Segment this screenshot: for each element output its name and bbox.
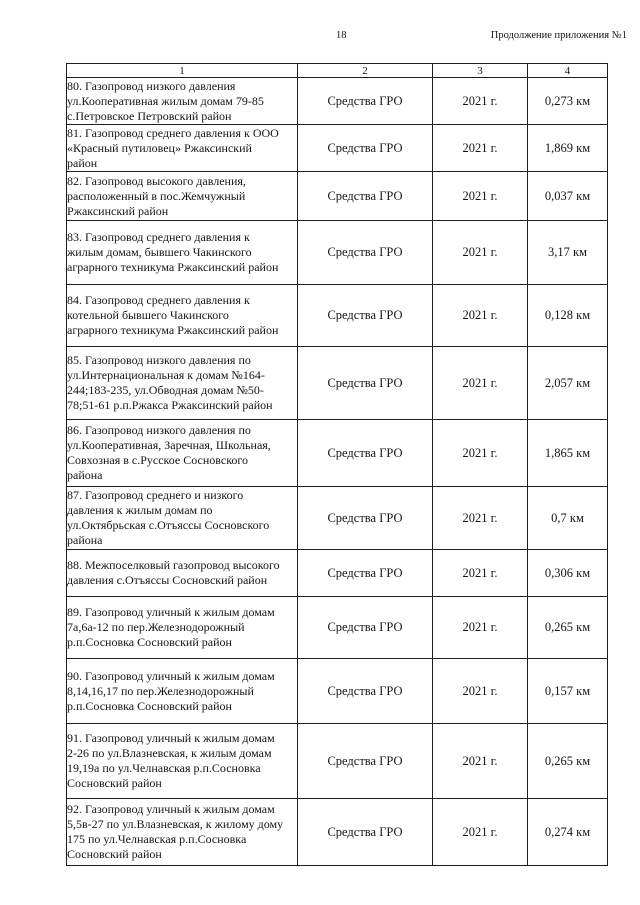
table-row bbox=[67, 597, 608, 659]
funding-source-cell: Средства ГРО bbox=[298, 799, 433, 866]
funding-source-cell: Средства ГРО bbox=[298, 285, 433, 347]
funding-source-cell: Средства ГРО bbox=[298, 487, 433, 550]
table-row bbox=[67, 724, 608, 799]
length-cell: 0,273 км bbox=[528, 78, 608, 125]
year-cell: 2021 г. bbox=[433, 125, 528, 172]
object-description-cell: 90. Газопровод уличный к жилым домам 8,14,16,17 по пер.Железнодорожный р.п.Сосновка Сосновский район bbox=[67, 659, 298, 724]
table-row bbox=[67, 125, 608, 172]
funding-source-cell: Средства ГРО bbox=[298, 221, 433, 285]
column-number-header: 3 bbox=[433, 64, 528, 78]
object-description-cell: 86. Газопровод низкого давления по ул.Кооперативная, Заречная, Школьная, Совхозная в с.Русское Сосновского района bbox=[67, 420, 298, 487]
page-number: 18 bbox=[336, 30, 347, 41]
table-row bbox=[67, 347, 608, 420]
column-number-header: 2 bbox=[298, 64, 433, 78]
funding-source-cell: Средства ГРО bbox=[298, 597, 433, 659]
object-description-cell: 83. Газопровод среднего давления к жилым домам, бывшего Чакинского аграрного техникума Ржаксинский район bbox=[67, 221, 298, 285]
year-cell: 2021 г. bbox=[433, 285, 528, 347]
year-cell: 2021 г. bbox=[433, 724, 528, 799]
length-cell: 2,057 км bbox=[528, 347, 608, 420]
table-row bbox=[67, 78, 608, 125]
table-row bbox=[67, 172, 608, 221]
length-cell: 0,7 км bbox=[528, 487, 608, 550]
object-description-cell: 87. Газопровод среднего и низкого давления к жилым домам по ул.Октябрьская с.Отъяссы Сосновского района bbox=[67, 487, 298, 550]
object-description-cell: 82. Газопровод высокого давления, расположенный в пос.Жемчужный Ржаксинский район bbox=[67, 172, 298, 221]
table-row bbox=[67, 659, 608, 724]
length-cell: 0,265 км bbox=[528, 724, 608, 799]
object-description-cell: 88. Межпоселковый газопровод высокого давления с.Отъяссы Сосновский район bbox=[67, 550, 298, 597]
year-cell: 2021 г. bbox=[433, 487, 528, 550]
length-cell: 0,265 км bbox=[528, 597, 608, 659]
length-cell: 1,869 км bbox=[528, 125, 608, 172]
year-cell: 2021 г. bbox=[433, 799, 528, 866]
length-cell: 0,128 км bbox=[528, 285, 608, 347]
year-cell: 2021 г. bbox=[433, 420, 528, 487]
funding-source-cell: Средства ГРО bbox=[298, 125, 433, 172]
table-row bbox=[67, 487, 608, 550]
table-row bbox=[67, 799, 608, 866]
object-description-cell: 91. Газопровод уличный к жилым домам 2-26 по ул.Влазневская, к жилым домам 19,19а по ул.Челнавская р.п.Сосновка Сосновский район bbox=[67, 724, 298, 799]
length-cell: 0,037 км bbox=[528, 172, 608, 221]
length-cell: 3,17 км bbox=[528, 221, 608, 285]
table-row bbox=[67, 550, 608, 597]
year-cell: 2021 г. bbox=[433, 78, 528, 125]
column-number-header: 4 bbox=[528, 64, 608, 78]
year-cell: 2021 г. bbox=[433, 347, 528, 420]
table-row bbox=[67, 221, 608, 285]
year-cell: 2021 г. bbox=[433, 659, 528, 724]
column-number-header: 1 bbox=[67, 64, 298, 78]
funding-source-cell: Средства ГРО bbox=[298, 172, 433, 221]
object-description-cell: 85. Газопровод низкого давления по ул.Интернациональная к домам №164- 244;183-235, ул.Обводная домам №50- 78;51-61 р.п.Ржакса Ржаксинский район bbox=[67, 347, 298, 420]
year-cell: 2021 г. bbox=[433, 172, 528, 221]
column-number-row bbox=[67, 64, 608, 78]
object-description-cell: 81. Газопровод среднего давления к ООО «Красный путиловец» Ржаксинский район bbox=[67, 125, 298, 172]
funding-source-cell: Средства ГРО bbox=[298, 659, 433, 724]
year-cell: 2021 г. bbox=[433, 221, 528, 285]
object-description-cell: 84. Газопровод среднего давления к котельной бывшего Чакинского аграрного техникума Ржаксинский район bbox=[67, 285, 298, 347]
appendix-continuation-note: Продолжение приложения №1 bbox=[490, 30, 627, 41]
object-description-cell: 92. Газопровод уличный к жилым домам 5,5в-27 по ул.Влазневская, к жилому дому 175 по ул.Челнавская р.п.Сосновка Сосновский район bbox=[67, 799, 298, 866]
length-cell: 1,865 км bbox=[528, 420, 608, 487]
year-cell: 2021 г. bbox=[433, 550, 528, 597]
table-row bbox=[67, 420, 608, 487]
object-description-cell: 89. Газопровод уличный к жилым домам 7а,6а-12 по пер.Железнодорожный р.п.Сосновка Сосновский район bbox=[67, 597, 298, 659]
length-cell: 0,306 км bbox=[528, 550, 608, 597]
table-row bbox=[67, 285, 608, 347]
funding-source-cell: Средства ГРО bbox=[298, 724, 433, 799]
year-cell: 2021 г. bbox=[433, 597, 528, 659]
gas-pipeline-table bbox=[66, 63, 608, 866]
funding-source-cell: Средства ГРО bbox=[298, 347, 433, 420]
funding-source-cell: Средства ГРО bbox=[298, 78, 433, 125]
length-cell: 0,157 км bbox=[528, 659, 608, 724]
length-cell: 0,274 км bbox=[528, 799, 608, 866]
funding-source-cell: Средства ГРО bbox=[298, 420, 433, 487]
object-description-cell: 80. Газопровод низкого давления ул.Кооперативная жилым домам 79-85 с.Петровское Петровский район bbox=[67, 78, 298, 125]
funding-source-cell: Средства ГРО bbox=[298, 550, 433, 597]
